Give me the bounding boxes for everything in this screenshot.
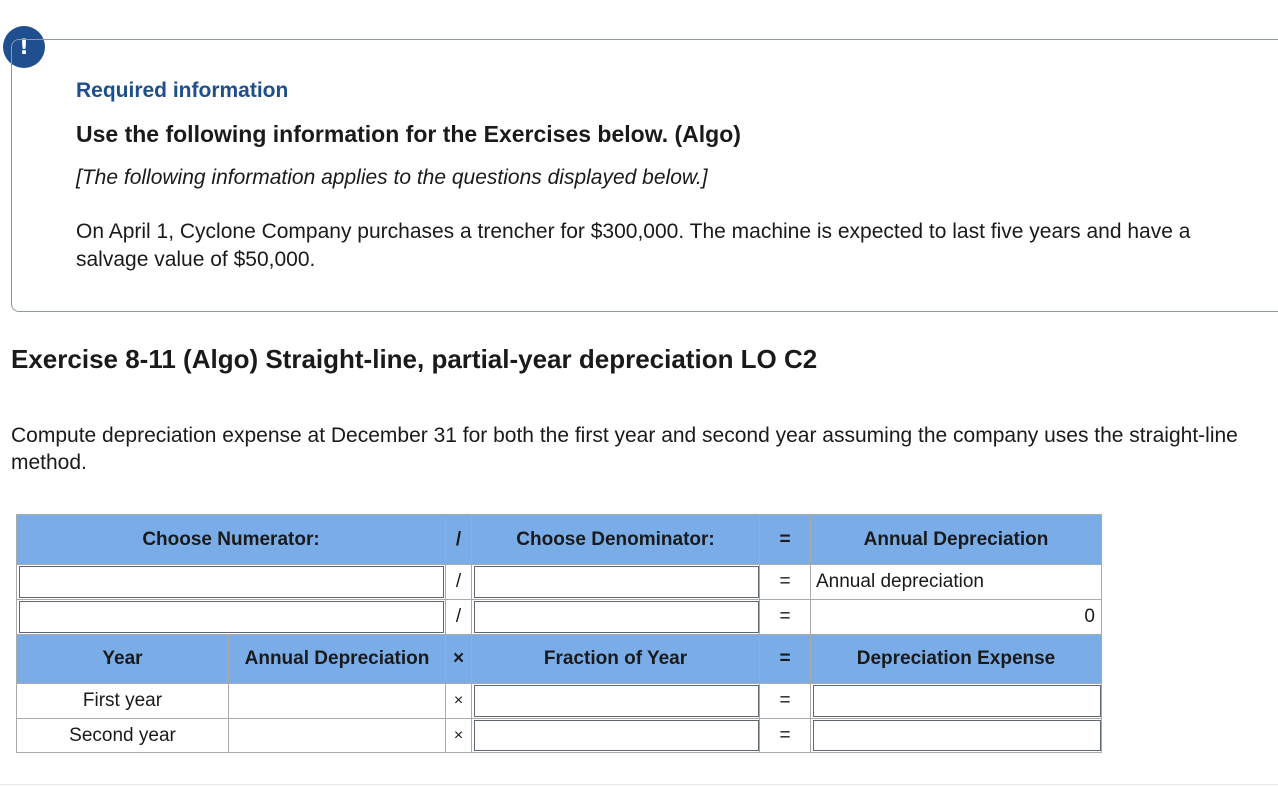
use-info-heading: Use the following information for the Exercises below. (Algo) [76,121,741,147]
exercise-title: Exercise 8-11 (Algo) Straight-line, partial-year depreciation LO C2 [11,344,818,374]
fraction-of-year-input[interactable] [474,685,759,717]
annual-depreciation-col-header: Annual Depreciation [228,634,446,684]
fraction-of-year-input[interactable] [474,720,759,751]
annual-depreciation-value: 0 [810,599,1102,635]
equals-symbol: = [759,564,811,600]
denominator-cell [471,599,760,635]
problem-statement: On April 1, Cyclone Company purchases a trencher for $300,000. The machine is expected to last five years and have a salvage value of $50,000. [76,220,1191,271]
denominator-input[interactable] [474,601,759,633]
equals-symbol: = [759,683,811,719]
multiply-header: × [445,634,472,684]
bottom-divider [0,784,1278,785]
annual-depreciation-label: Annual depreciation [810,564,1102,600]
depreciation-table [16,514,1102,753]
numerator-cell [16,599,446,635]
denominator-input[interactable] [474,566,759,598]
equals-symbol: = [759,718,811,753]
exercise-instruction: Compute depreciation expense at December 31 for both the first year and second year assuming the company uses the straight-line method. [11,424,1238,474]
required-info-title: Required information [76,79,289,102]
annual-depreciation-header: Annual Depreciation [810,514,1102,565]
depreciation-expense-input[interactable] [813,720,1101,751]
numerator-input[interactable] [19,601,444,633]
divide-symbol: / [445,564,472,600]
numerator-cell [16,564,446,600]
numerator-header: Choose Numerator: [16,514,446,565]
divide-symbol: / [445,599,472,635]
year-header: Year [16,634,229,684]
applies-note: [The following information applies to the questions displayed below.] [76,166,708,189]
equals-header: = [759,634,811,684]
denominator-header: Choose Denominator: [471,514,760,565]
fraction-cell [471,683,760,719]
annual-depreciation-cell [228,683,446,719]
denominator-cell [471,564,760,600]
divide-header: / [445,514,472,565]
equals-symbol: = [759,599,811,635]
depreciation-expense-header: Depreciation Expense [810,634,1102,684]
equals-header: = [759,514,811,565]
year-label: First year [16,683,229,719]
fraction-cell [471,718,760,753]
depreciation-expense-input[interactable] [813,685,1101,717]
multiply-symbol: × [445,683,472,719]
expense-cell [810,683,1102,719]
multiply-symbol: × [445,718,472,753]
expense-cell [810,718,1102,753]
year-label: Second year [16,718,229,753]
alert-icon: ! [3,26,45,68]
numerator-input[interactable] [19,566,444,598]
annual-depreciation-cell [228,718,446,753]
fraction-of-year-header: Fraction of Year [471,634,760,684]
